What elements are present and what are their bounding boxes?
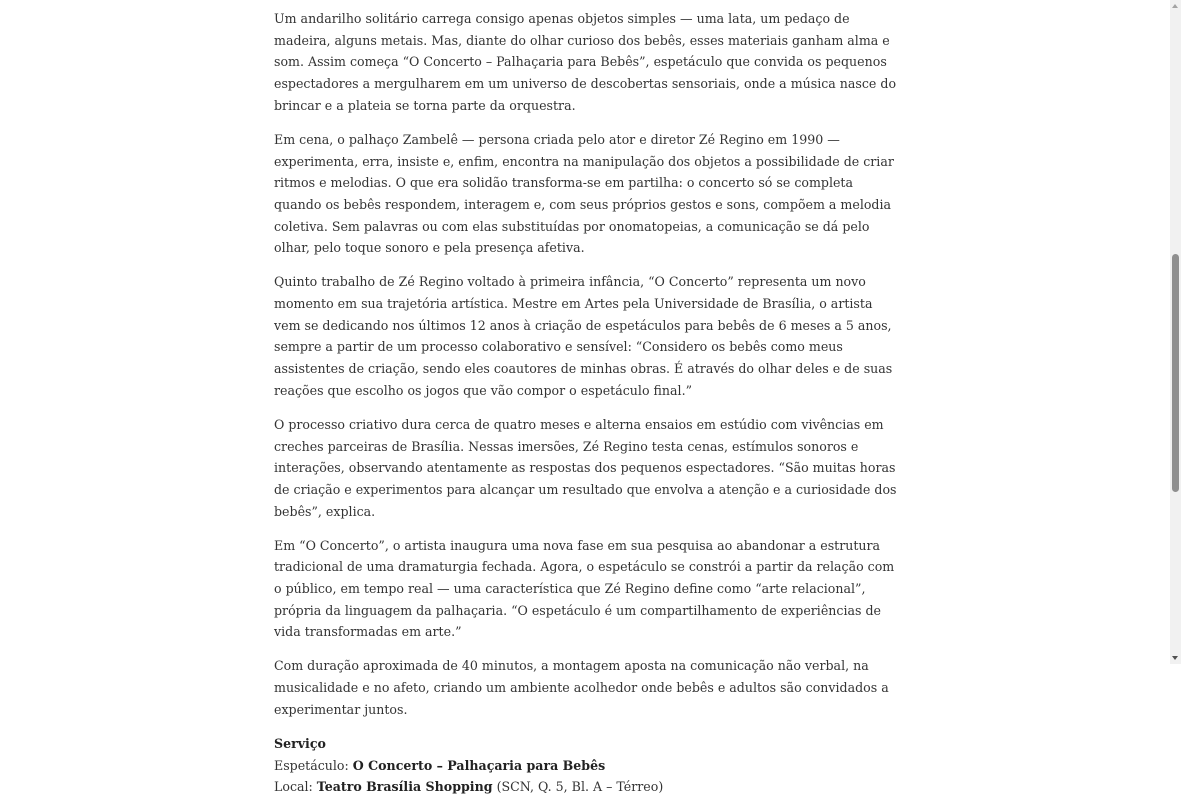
service-venue-line	[274, 776, 898, 798]
vertical-scrollbar[interactable]	[1170, 0, 1181, 664]
article-paragraph-6: Com duração aproximada de 40 minutos, a montagem aposta na comunicação não verbal, na musicalidade e no afeto, criando um ambiente acolhedor onde bebês e adultos são convidados a experimentar juntos.	[274, 658, 889, 717]
service-show-value: O Concerto – Palhaçaria para Bebês	[352, 757, 606, 773]
article-paragraph-4: O processo criativo dura cerca de quatro meses e alterna ensaios em estúdio com vivências em creches parceiras de Brasília. Nessas imersões, Zé Regino testa cenas, estímulos sonoros e interações, observando atentamente as respostas dos pequenos espectadores. “São muitas horas de criação e experimentos para alcançar um resultado que envolva a atenção e a curiosidade dos bebês”, explica.	[274, 416, 897, 519]
service-venue-detail: (SCN, Q. 5, Bl. A – Térreo)	[492, 779, 664, 795]
service-info	[274, 733, 898, 798]
service-venue-label: Local:	[274, 779, 317, 795]
article-paragraph-5: Em “O Concerto”, o artista inaugura uma nova fase em sua pesquisa ao abandonar a estrutura tradicional de uma dramaturgia fechada. Agora, o espetáculo se constrói a partir da relação com o público, em tempo real — uma característica que Zé Regino define como “arte relacional”, própria da linguagem da palhaçaria. “O espetáculo é um compartilhamento de experiências de vida transformadas em arte.”	[274, 537, 895, 640]
service-heading: Serviço	[274, 735, 326, 751]
article-paragraph-2: Em cena, o palhaço Zambelê — persona criada pelo ator e diretor Zé Regino em 1990 — experimenta, erra, insiste e, enfim, encontra na manipulação dos objetos a possibilidade de criar ritmos e melodias. O que era solidão transforma-se em partilha: o concerto só se completa quando os bebês respondem, interagem e, com seus próprios gestos e sons, compõem a melodia coletiva. Sem palavras ou com elas substituídas por onomatopeias, a comunicação se dá pelo olhar, pelo toque sonoro e pela presença afetiva.	[274, 131, 894, 256]
service-heading-line	[274, 733, 898, 755]
article-paragraph-1: Um andarilho solitário carrega consigo apenas objetos simples — uma lata, um pedaço de madeira, alguns metais. Mas, diante do olhar curioso dos bebês, esses materiais ganham alma e som. Assim começa “O Concerto – Palhaçaria para Bebês”, espetáculo que convida os pequenos espectadores a mergulharem em um universo de descobertas sensoriais, onde a música nasce do brincar e a plateia se torna parte da orquestra.	[274, 11, 897, 113]
service-venue-value: Teatro Brasília Shopping	[316, 779, 493, 795]
service-show-label: Espetáculo:	[274, 757, 353, 773]
service-show-line	[274, 755, 898, 777]
scrollbar-thumb[interactable]	[1172, 254, 1179, 492]
scroll-up-arrow-icon[interactable]	[1172, 4, 1178, 8]
article-body	[274, 8, 898, 798]
scroll-down-arrow-icon[interactable]	[1172, 656, 1178, 660]
article-paragraph-3: Quinto trabalho de Zé Regino voltado à primeira infância, “O Concerto” representa um novo momento em sua trajetória artística. Mestre em Artes pela Universidade de Brasília, o artista vem se dedicando nos últimos 12 anos à criação de espetáculos para bebês de 6 meses a 5 anos, sempre a partir de um processo colaborativo e sensível: “Considero os bebês como meus assistentes de criação, sendo eles coautores de minhas obras. É através do olhar deles e de suas reações que escolho os jogos que vão compor o espetáculo final.”	[274, 274, 893, 398]
